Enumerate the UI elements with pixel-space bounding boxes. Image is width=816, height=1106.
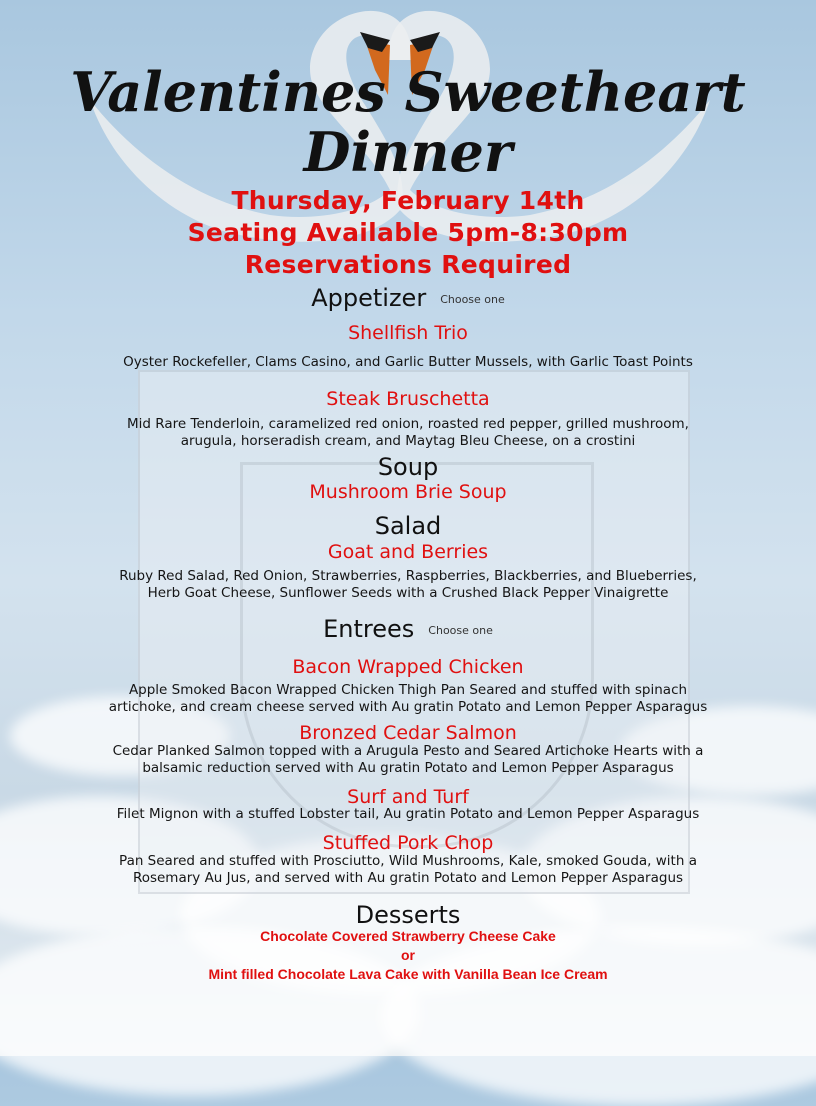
dessert-or: or: [401, 947, 415, 963]
soup-heading: Soup: [377, 453, 439, 481]
entree-item-desc: Cedar Planked Salmon topped with a Arugula Pesto and Seared Artichoke Hearts with a: [112, 743, 704, 759]
menu-title-line1: Valentines Sweetheart: [70, 60, 746, 124]
event-reservations: Reservations Required: [244, 250, 572, 279]
entree-item-name: Bacon Wrapped Chicken: [292, 656, 524, 678]
appetizer-item-desc: Mid Rare Tenderloin, caramelized red onion, roasted red pepper, grilled mushroom,: [127, 416, 689, 432]
entrees-heading: [0, 615, 816, 643]
entrees-choose-note: Choose one: [428, 623, 493, 637]
entrees-heading-label: Entrees: [323, 615, 415, 643]
appetizer-item-desc: arugula, horseradish cream, and Maytag Bleu Cheese, on a crostini: [180, 433, 636, 449]
desserts-heading: Desserts: [355, 901, 461, 929]
appetizer-item-name: Shellfish Trio: [348, 322, 468, 344]
salad-item-name: Goat and Berries: [327, 541, 489, 563]
entree-item-desc: Pan Seared and stuffed with Prosciutto, Wild Mushrooms, Kale, smoked Gouda, with a: [119, 853, 697, 869]
entree-item-desc: Filet Mignon with a stuffed Lobster tail, Au gratin Potato and Lemon Pepper Asparagus: [116, 806, 700, 822]
appetizer-item-name: Steak Bruschetta: [326, 388, 490, 410]
appetizer-heading: [0, 284, 816, 312]
entree-item-desc: Rosemary Au Jus, and served with Au gratin Potato and Lemon Pepper Asparagus: [132, 870, 684, 886]
soup-item-name: Mushroom Brie Soup: [309, 481, 507, 503]
salad-item-desc: Herb Goat Cheese, Sunflower Seeds with a Crushed Black Pepper Vinaigrette: [147, 585, 669, 601]
entree-item-desc: Apple Smoked Bacon Wrapped Chicken Thigh Pan Seared and stuffed with spinach: [128, 682, 688, 698]
menu-title-line2: Dinner: [303, 120, 513, 184]
dessert-option: Chocolate Covered Strawberry Cheese Cake: [260, 928, 556, 944]
appetizer-heading-label: Appetizer: [311, 284, 427, 312]
dessert-option: Mint filled Chocolate Lava Cake with Vanilla Bean Ice Cream: [208, 966, 608, 982]
event-date: Thursday, February 14th: [231, 186, 585, 215]
appetizer-item-desc: Oyster Rockefeller, Clams Casino, and Garlic Butter Mussels, with Garlic Toast Points: [123, 354, 693, 370]
salad-heading: Salad: [374, 512, 442, 540]
entree-item-name: Stuffed Pork Chop: [322, 832, 494, 854]
appetizer-choose-note: Choose one: [440, 292, 505, 306]
salad-item-desc: Ruby Red Salad, Red Onion, Strawberries, Raspberries, Blackberries, and Blueberries,: [119, 568, 697, 584]
entree-item-desc: balsamic reduction served with Au gratin Potato and Lemon Pepper Asparagus: [142, 760, 674, 776]
event-seating: Seating Available 5pm-8:30pm: [187, 218, 629, 247]
entree-item-name: Surf and Turf: [347, 786, 469, 808]
entree-item-name: Bronzed Cedar Salmon: [299, 722, 517, 744]
entree-item-desc: artichoke, and cream cheese served with Au gratin Potato and Lemon Pepper Asparagus: [108, 699, 708, 715]
